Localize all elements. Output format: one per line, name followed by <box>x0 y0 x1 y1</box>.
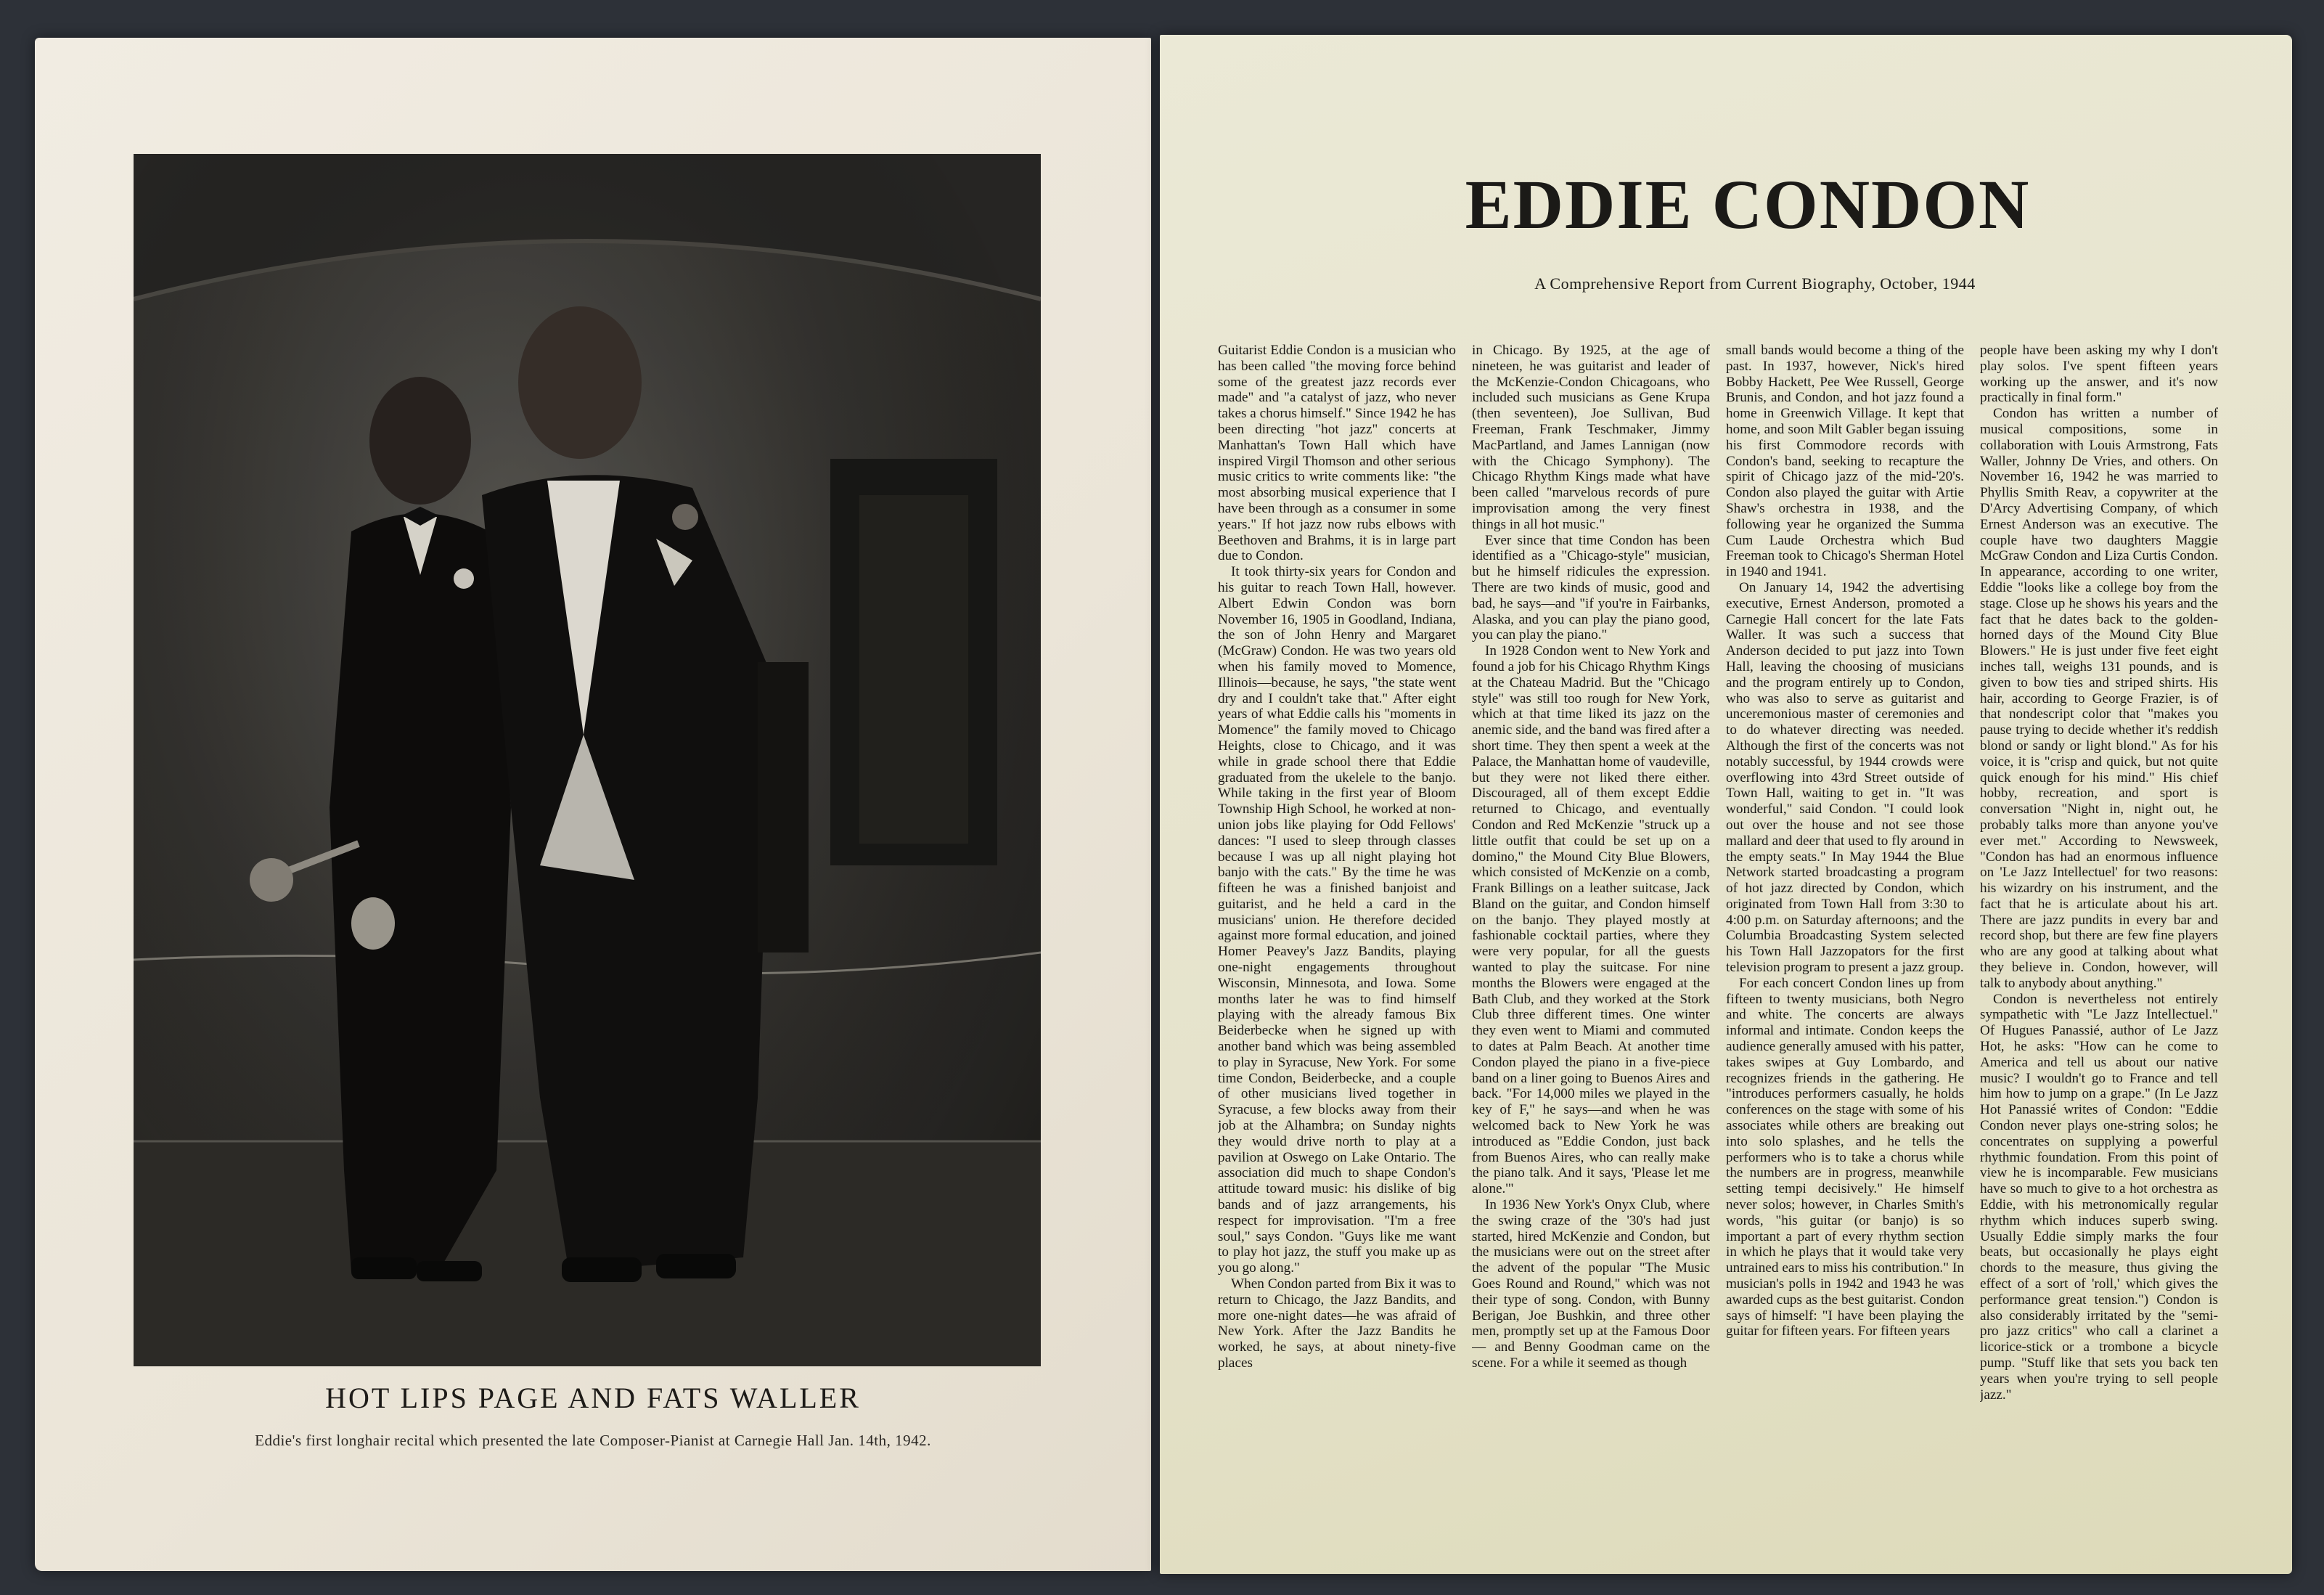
paragraph: For each concert Condon lines up from fifteen to twenty musicians, both Negro and white. The concerts are always informal and intimate. Condon keeps the audience generally amused with his patter, takes swipes at Guy Lombardo, and recognizes friends in the gathering. He "introduces performers casually, he holds conferences on the stage with some of his associates while others are breaking out into solo splashes, and he tells the performers who is to take a chorus while the numbers are in progress, meanwhile setting tempi decisively." He himself never solos; however, in Charles Smith's words, "his guitar (or banjo) is so important a part of every rhythm section in which he plays that it would take very untrained ears to miss his contribution." In musician's polls in 1942 and 1943 he was awarded cups as the best guitarist. Condon says of himself: "I have been playing the guitar for fifteen years. For fifteen years <box>1726 975 1964 1339</box>
photo-caption-title: HOT LIPS PAGE AND FATS WALLER <box>325 1382 861 1414</box>
paragraph: It took thirty-six years for Condon and his guitar to reach Town Hall, however. Albert Edwin Condon was born November 16, 1905 in Goodland, Indiana, the son of John Henry and Margaret (McGraw) Condon. He was two years old when his family moved to Momence, Illinois—because, he says, "the state went dry and I couldn't take that." After eight years of what Eddie calls his "moments in Momence" the family moved to Chicago Heights, close to Chicago, and it was while in grade school there that Eddie graduated from the ukelele to the banjo. While taking in the first year of Bloom Township High School, he worked at non-union jobs like playing for Odd Fellows' dances: "I used to sleep through classes because I was up all night playing hot banjo with the cats." By the time he was fifteen he was a finished banjoist and guitarist, and he held a card in the musicians' union. He therefore decided against more formal education, and joined Homer Peavey's Jazz Bandits, playing one-night engagements throughout Wisconsin, Minnesota, and Iowa. Some months later he was to find himself playing with the already famous Bix Beiderbecke when he signed up with another band which was being assembled to play in Syracuse, New York. For some time Condon, Beiderbecke, and a couple of other musicians lived together in Syracuse, a few blocks away from their job at the Alhambra; on Sunday nights they would drive north to play at a pavilion at Oswego on Lake Ontario. The association did much to shape Condon's attitude toward music: his dislike of big bands and of jazz arrangements, his respect for improvisation. "I'm a free soul," says Condon. "Guys like me want to play hot jazz, the stuff you make up as you go along." <box>1218 564 1456 1276</box>
paragraph: in Chicago. By 1925, at the age of nineteen, he was guitarist and leader of the McKenzie-Condon Chicagoans, who included such musicians as Gene Krupa (then seventeen), Joe Sullivan, Bud Freeman, Frank Teschmaker, Jimmy MacPartland, and James Lannigan (now with the Chicago Symphony). The Chicago Rhythm Kings made what have been called "marvelous records of pure improvisation among the very finest things in all hot music." <box>1472 343 1710 532</box>
paragraph: Condon is nevertheless not entirely sympathetic with "Le Jazz Intellectuel." Of Hugues Panassié, author of Le Jazz Hot, he asks: "How can he come to America and tell us about our native music? I wouldn't go to France and tell him how to jump on a grape." (In Le Jazz Hot Panassié writes of Condon: "Eddie Condon never plays one-string solos; he concentrates on supplying a powerful rhythmic foundation. From this point of view he is incomparable. Few musicians have so much to give to a hot orchestra as Eddie, with his metronomically regular rhythm which induces superb swing. Usually Eddie simply marks the four beats, but occasionally he plays eight chords to the measure, thus giving the effect of a sort of 'roll,' which gives the performance great tension.") Condon is also considerably irritated by the "semi-pro jazz critics" who call a clarinet a licorice-stick or a trombone a bicycle pump. "Stuff like that sets you back ten years when you're trying to sell people jazz." <box>1980 991 2218 1403</box>
article-column-2 <box>1472 343 1710 1475</box>
paragraph: small bands would become a thing of the past. In 1937, however, Nick's hired Bobby Hackett, Pee Wee Russell, George Brunis, and Condon, and hot jazz found a home in Greenwich Village. It kept that home, and soon Milt Gabler began issuing his first Commodore records with Condon's band, seeking to recapture the spirit of Chicago jazz of the mid-'20's. Condon also played the guitar with Artie Shaw's orchestra in 1938, and the following year he organized the Summa Cum Laude Orchestra which Bud Freeman took to Chicago's Sherman Hotel in 1940 and 1941. <box>1726 343 1964 580</box>
paragraph: people have been asking my why I don't play solos. I've spent fifteen years working up the answer, and it's now practically in final form." <box>1980 343 2218 406</box>
paragraph: Condon has written a number of musical compositions, some in collaboration with Louis Armstrong, Fats Waller, Johnny De Vries, and others. On November 16, 1942 he was married to Phyllis Smith Reav, a copywriter at the D'Arcy Advertising Company, of which Ernest Anderson was an executive. The couple have two daughters Maggie McGraw Condon and Liza Curtis Condon. In appearance, according to one writer, Eddie "looks like a college boy from the stage. Close up he shows his years and the fact that he dates back to the golden-horned days of the Mound City Blue Blowers." He is just under five feet eight inches tall, weighs 131 pounds, and is given to bow ties and striped shirts. His hair, according to George Frazier, is of that nondescript color that "makes you pause trying to decide whether it's reddish blond or sandy or light blond." As for his voice, it is "crisp and quick, but not quite quick enough for his mind." His chief hobby, recreation, and sport is conversation "Night in, night out, he probably talks more than anyone you've ever met." According to Newsweek, "Condon has had an enormous influence on 'Le Jazz Intellectuel' for two reasons: his wizardry on his instrument, and the fact that he is articulate about his art. There are jazz pundits in every bar and record shop, but there are few fine players who are any good at talking about what they believe in. Condon, however, will talk to anybody about anything." <box>1980 406 2218 991</box>
article-column-4 <box>1980 343 2218 1475</box>
left-page <box>35 38 1151 1571</box>
photograph-hot-lips-page-and-fats-waller <box>134 154 1041 1366</box>
paragraph: Guitarist Eddie Condon is a musician who has been called "the moving force behind some of the greatest jazz records ever made" and "a catalyst of jazz, who never takes a chorus himself." Since 1942 he has been directing "hot jazz" concerts at Manhattan's Town Hall which have inspired Virgil Thomson and other serious music critics to write comments like: "the most absorbing musical experience that I have been through as a consumer in some years." If hot jazz now rubs elbows with Beethoven and Brahms, it is in large part due to Condon. <box>1218 343 1456 564</box>
paragraph: Ever since that time Condon has been identified as a "Chicago-style" musician, but he himself ridicules the expression. There are two kinds of music, good and bad, he says—and "if you're in Fairbanks, Alaska, and you can play the piano good, you can play the piano." <box>1472 532 1710 643</box>
paragraph: In 1928 Condon went to New York and found a job for his Chicago Rhythm Kings at the Chateau Madrid. But the "Chicago style" was still too rough for New York, which at that time liked its jazz on the anemic side, and the band was fired after a short time. They then spent a week at the Palace, the Manhattan home of vaudeville, but they were not liked there either. Discouraged, all of them except Eddie returned to Chicago, and eventually Condon and Red McKenzie "struck up a little outfit that could be set up on a domino," the Mound City Blue Blowers, which consisted of McKenzie on a comb, Frank Billings on a leather suitcase, Jack Bland on the guitar, and Condon himself on the banjo. They played mostly at fashionable cocktail parties, where they were very popular, for all the guests wanted to play the suitcase. For nine months the Blowers were engaged at the Bath Club, and they worked at the Stork Club three different times. One winter they even went to Miami and commuted to dates at Palm Beach. At another time Condon played the piano in a five-piece band on a liner going to Buenos Aires and back. "For 14,000 miles we played in the key of F," he says—and when he was welcomed back to New York he was introduced as "Eddie Condon, just back from Buenos Aires, who can really make the piano talk. And it says, 'Please let me alone.'" <box>1472 643 1710 1197</box>
article-column-1 <box>1218 343 1456 1475</box>
article-columns <box>1218 343 2234 1475</box>
paragraph: In 1936 New York's Onyx Club, where the swing craze of the '30's had just started, hired McKenzie and Condon, but the musicians were out on the street after the advent of the popular "The Music Goes Round and Round," which was not their type of song. Condon, with Bunny Berigan, Joe Bushkin, and three other men, promptly set up at the Famous Door — and Benny Goodman came on the scene. For a while it seemed as though <box>1472 1197 1710 1371</box>
article-column-3 <box>1726 343 1964 1475</box>
paragraph: On January 14, 1942 the advertising executive, Ernest Anderson, promoted a Carnegie Hall concert for the late Fats Waller. It was such a success that Anderson decided to put jazz into Town Hall, leaving the choosing of musicians and the program entirely up to Condon, who was also to serve as guitarist and unceremonious master of ceremonies and to do whatever directing was needed. Although the first of the concerts was not notably successful, by 1944 crowds were overflowing into 43rd Street outside of Town Hall, waiting to get in. "It was wonderful," said Condon. "I could look out over the house and not see those mallard and deer that used to fly around in the empty seats." In May 1944 the Blue Network started broadcasting a program of hot jazz directed by Condon, which originated from Town Hall from 3:30 to 4:00 p.m. on Saturday afternoons; and the Columbia Broadcasting System selected his Town Hall Jazzopators for the first television program to present a jazz group. <box>1726 579 1964 976</box>
photo-illustration <box>134 154 1041 1366</box>
photo-caption-description: Eddie's first longhair recital which presented the late Composer-Pianist at Carnegie Hall Jan. 14th, 1942. <box>255 1432 931 1449</box>
article-subtitle: A Comprehensive Report from Current Biography, October, 1944 <box>1534 274 1976 293</box>
right-page <box>1160 35 2292 1574</box>
article-title: EDDIE CONDON <box>1465 166 2031 243</box>
paragraph: When Condon parted from Bix it was to return to Chicago, the Jazz Bandits, and more one-night dates—he was afraid of New York. After the Jazz Bandits he worked, he says, at about ninety-five places <box>1218 1276 1456 1371</box>
